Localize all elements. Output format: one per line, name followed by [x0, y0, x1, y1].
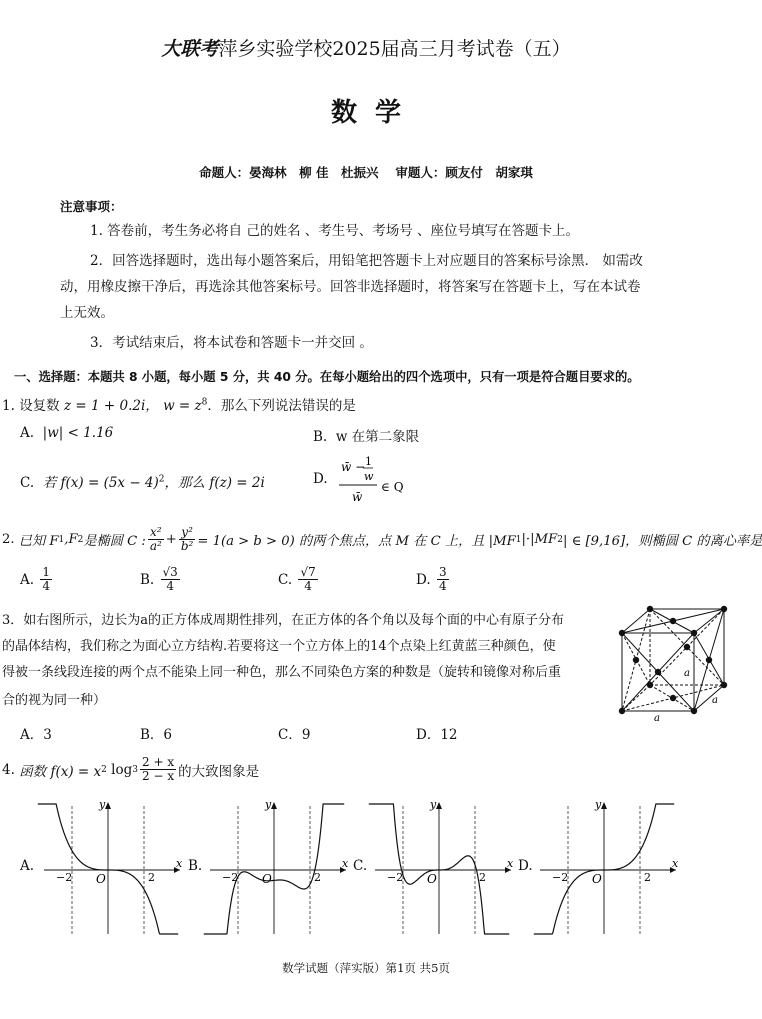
q3-option-b: B．6 [140, 727, 173, 743]
stem-text: 设复数 [19, 398, 60, 414]
note-item-3: 3．考试结束后，将本试卷和答题卡一并交回 。 [90, 335, 373, 351]
svg-text:w: w [364, 470, 374, 483]
tick-label: −2 [387, 871, 404, 884]
q2-option-a [20, 566, 54, 593]
notes-heading: 注意事项： [60, 199, 123, 214]
option-text: w 在第二象限 [335, 429, 420, 445]
q2-option-c [278, 566, 320, 593]
graph-option-c [367, 798, 517, 938]
option-text: |w| < 1.16 [42, 425, 114, 441]
edge-label: a [654, 713, 660, 724]
subject-title: 数 学 [330, 98, 402, 128]
stem-text: 的大致图象是 [178, 763, 260, 780]
tick-label: 2 [644, 871, 651, 884]
option-label: D. [313, 471, 328, 487]
y-axis-arrow [601, 802, 607, 809]
fraction-denominator: 4 [166, 579, 174, 594]
graph-option-a [36, 798, 186, 938]
option-text: 若 f(x) = (5x − 4) [42, 475, 159, 491]
fraction-numerator: 2 + x [142, 755, 175, 769]
option-text: ∈ Q [381, 480, 404, 494]
svg-text:1: 1 [365, 455, 372, 468]
stem-text: ,F [64, 532, 78, 548]
x-axis-label: x [342, 857, 349, 870]
svg-text:w̄: w̄ [352, 490, 363, 504]
exam-title: 萍乡实验学校2025届高三月考试卷（五） [218, 38, 571, 60]
question-2-stem: 2. 已知 F 1 ,F 2 是椭圆 C : $\frac{\text{x²}}{\text{a²}}$ + $\frac{\text{y²}}{\text{b²}}$ = 1(a > b > 0) 的两个焦点，点 M 在 C 上，且 |MF 1 |·|MF 2 | ∈ [9,16]，则椭圆 C 的离心率是 [2, 525, 762, 554]
math-expression: w = z [163, 398, 202, 414]
fraction-numerator: 3 [438, 565, 447, 579]
y-axis-arrow [271, 802, 277, 809]
stem-text: log [111, 761, 133, 778]
tick-label: 2 [479, 871, 486, 884]
math-expression: z = 1 + 0.2i， [63, 398, 159, 414]
q3-option-c: C．9 [278, 727, 311, 743]
fraction-numerator: √3 [162, 565, 178, 579]
origin-label: O [96, 872, 106, 886]
tick-label: 2 [148, 871, 155, 884]
y-axis-label: y [99, 798, 106, 811]
exponent: 2 [158, 474, 165, 485]
option-text: ，那么 f(z) = 2i [164, 475, 265, 491]
exam-header [0, 34, 732, 61]
note-item-2-line2: 动，用橡皮擦干净后，再选涂其他答案标号。回答非选择题时，将答案写在答题卡上，写在本试卷 [60, 279, 641, 295]
origin-label: O [427, 872, 437, 886]
note-item-2-line1: 2．回答选择题时，选出每小题答案后，用铅笔把答题卡上对应题目的答案标号涂黑． 如需改 [90, 253, 643, 269]
y-axis-arrow [105, 802, 111, 809]
fraction-denominator: 4 [42, 579, 50, 594]
svg-text:w̄ −: w̄ − [341, 460, 366, 474]
question-3-line1: 3．如右图所示，边长为a的正方体成周期性排列，在正方体的各个角以及每个面的中心有原子分布 [2, 613, 565, 628]
authors-line: 命题人：晏海林 柳 佳 杜振兴 审题人：顾友付 胡家琪 [199, 165, 533, 180]
fcc-cube-figure [612, 603, 732, 723]
q3-option-a: A．3 [20, 727, 52, 743]
q1-option-d [313, 471, 328, 487]
section-heading: 一、选择题：本题共 8 小题，每小题 5 分，共 40 分。在每小题给出的四个选项中，只有一项是符合题目要求的。 [14, 370, 640, 384]
fraction-denominator: 4 [438, 579, 447, 594]
graph-option-label: D. [518, 858, 533, 874]
stem-text: | ∈ [9,16]，则椭圆 C 的离心率是 [562, 534, 762, 550]
stem-text: 函数 f(x) = x [19, 763, 102, 780]
question-1-stem [2, 394, 356, 414]
y-axis-label: y [265, 798, 272, 811]
edge-label: a [712, 695, 718, 706]
option-label: B. [140, 571, 155, 588]
q1-option-d-formula [335, 455, 410, 507]
q3-option-d: D．12 [416, 727, 458, 743]
stem-text: = 1(a > b > 0) 的两个焦点，点 M 在 C 上，且 |MF [197, 534, 516, 550]
q2-option-b [140, 566, 182, 593]
tick-label: 2 [314, 871, 321, 884]
fraction-numerator: √7 [300, 565, 316, 579]
graph-option-label: B. [188, 858, 203, 874]
y-axis-label: y [595, 798, 602, 811]
option-label: A. [20, 571, 35, 588]
brand-logo: 大联考 [161, 38, 219, 60]
origin-label: O [592, 872, 602, 886]
option-label: C. [20, 475, 35, 491]
fraction-numerator: 1 [42, 565, 50, 579]
option-label: C. [278, 571, 293, 588]
question-number: 1. [2, 398, 15, 414]
question-number: 2. [2, 532, 15, 548]
tick-label: −2 [56, 871, 73, 884]
tick-label: −2 [222, 871, 239, 884]
question-number: 4. [2, 761, 15, 778]
note-item-1: 1. 答卷前，考生务必将自 己的姓名 、考生号、考场号 、座位号填写在答题卡上。 [90, 223, 580, 239]
q2-option-d [416, 566, 451, 593]
q1-option-a [20, 425, 113, 441]
exponent: 2 [101, 764, 107, 775]
origin-label: O [262, 872, 272, 886]
x-axis-label: x [672, 857, 679, 870]
fraction-denominator: 2 − x [142, 769, 175, 784]
graph-option-b [202, 798, 352, 938]
page-footer: 数学试题（萍实版）第1页 共5页 [282, 961, 450, 975]
stem-text: 已知 F [18, 534, 59, 550]
option-label: D. [416, 571, 431, 588]
q1-option-b [313, 425, 419, 445]
edge-label: a [684, 668, 690, 679]
x-axis-label: x [507, 857, 514, 870]
y-axis-label: y [430, 798, 437, 811]
note-item-2-line3: 上无效。 [60, 305, 114, 321]
stem-text: ．那么下列说法错误的是 [207, 398, 356, 414]
x-axis-label: x [176, 857, 183, 870]
question-3-line4: 合的视为同一种） [2, 693, 107, 708]
exponent: 8 [201, 397, 208, 408]
question-3-line2: 的晶体结构，我们称之为面心立方结构.若要将这一个立方体上的14个点染上红黄蓝三种颜色，使 [2, 639, 556, 654]
tick-label: −2 [552, 871, 569, 884]
stem-text: 是椭圆 C : [83, 534, 146, 550]
graph-option-d [532, 798, 682, 938]
option-label: B. [313, 429, 328, 445]
q1-option-c [20, 471, 265, 491]
fraction-denominator: 4 [304, 579, 312, 594]
stem-text: |·|MF [521, 532, 558, 548]
question-3-line3: 得被一条线段连接的两个点不能染上同一种色，那么不同染色方案的种数是（旋转和镜像对称后重 [2, 665, 562, 680]
graph-option-label: C. [353, 858, 368, 874]
log-base: 3 [132, 764, 138, 775]
graph-option-label: A. [20, 858, 35, 874]
question-4-stem [2, 756, 259, 783]
option-label: A. [20, 425, 35, 441]
y-axis-arrow [436, 802, 442, 809]
